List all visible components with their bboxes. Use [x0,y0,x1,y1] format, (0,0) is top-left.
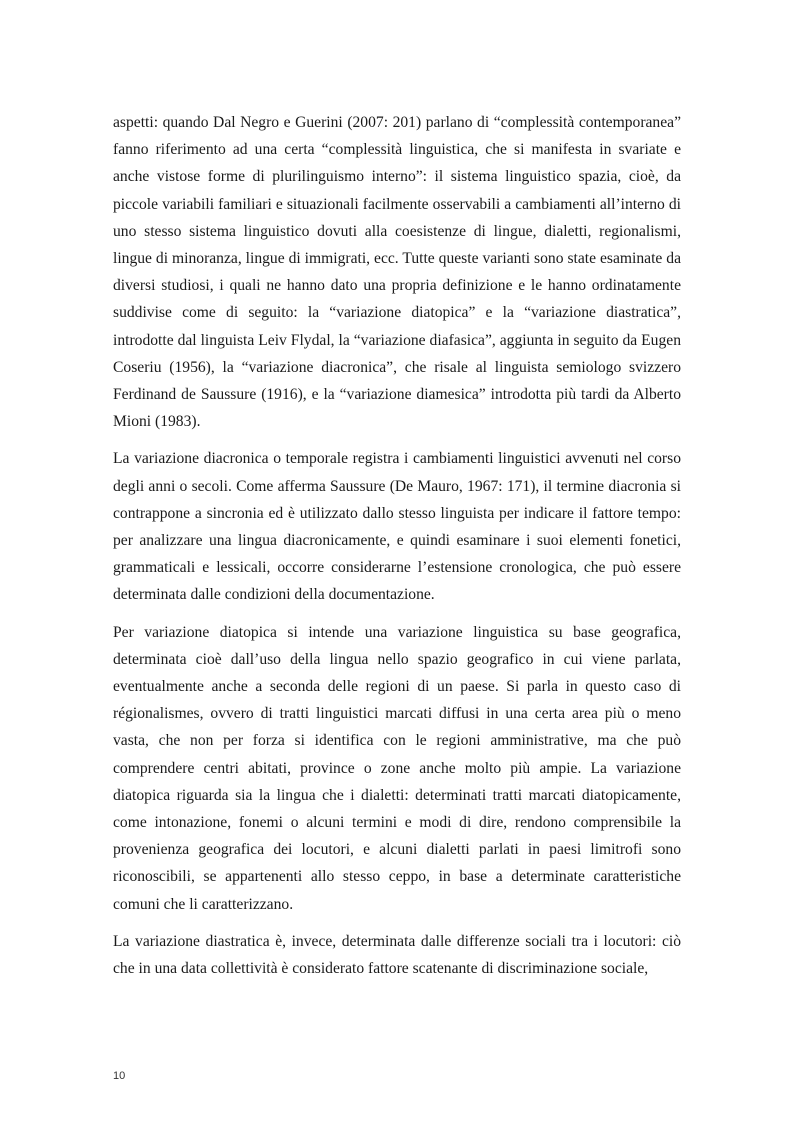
page-number: 10 [113,1070,126,1082]
body-text [113,109,681,992]
paragraph-diastratic-variation: La variazione diastratica è, invece, determinata dalle differenze sociali tra i locutori: ciò che in una data collettività è considerato fattore scatenante di discriminazione sociale, [113,932,681,978]
paragraph-varieties-intro: aspetti: quando Dal Negro e Guerini (2007: 201) parlano di “complessità contemporanea” fanno riferimento ad una certa “complessità linguistica, che si manifesta in svariate e anche vistose forme di plurilinguismo interno”: il sistema linguistico spazia, cioè, da piccole variabili familiari e situazionali facilmente osservabili a cambiamenti all’interno di uno stesso sistema linguistico dovuti alla coesistenze di lingue, dialetti, regionalismi, lingue di minoranza, lingue di immigrati, ecc. Tutte queste varianti sono state esaminate da diversi studiosi, i quali ne hanno dato una propria definizione e le hanno ordinatamente suddivise come di seguito: la “variazione diatopica” e la “variazione diastratica”, introdotte dal linguista Leiv Flydal, la “variazione diafasica”, aggiunta in seguito da Eugen Coseriu (1956), la “variazione diacronica”, che risale al linguista semiologo svizzero Ferdinand de Saussure (1916), e la “variazione diamesica” introdotta più tardi da Alberto Mioni (1983). [113,114,681,431]
paragraph-diachronic-variation: La variazione diacronica o temporale registra i cambiamenti linguistici avvenuti nel corso degli anni o secoli. Come afferma Saussure (De Mauro, 1967: 171), il termine diacronia si contrappone a sincronia ed è utilizzato dallo stesso linguista per indicare il fattore tempo: per analizzare una lingua diacronicamente, e quindi esaminare i suoi elementi fonetici, grammaticali e lessicali, occorre considerarne l’estensione cronologica, che può essere determinata dalle condizioni della documentazione. [113,450,681,604]
paragraph-diatopic-variation: Per variazione diatopica si intende una variazione linguistica su base geografica, determinata cioè dall’uso della lingua nello spazio geografico in cui viene parlata, eventualmente anche a seconda delle regioni di un paese. Si parla in questo caso di régionalismes, ovvero di tratti linguistici marcati diffusi in una certa area più o meno vasta, che non per forza si identifica con le regioni amministrative, ma che può comprendere centri abitati, province o zone anche molto più ampie. La variazione diatopica riguarda sia la lingua che i dialetti: determinati tratti marcati diatopicamente, come intonazione, fonemi o alcuni termini e modi di dire, rendono comprensibile la provenienza geografica dei locutori, e alcuni dialetti parlati in paesi limitrofi sono riconoscibili, se appartenenti allo stesso ceppo, in base a determinate caratteristiche comuni che li caratterizzano. [113,623,681,913]
